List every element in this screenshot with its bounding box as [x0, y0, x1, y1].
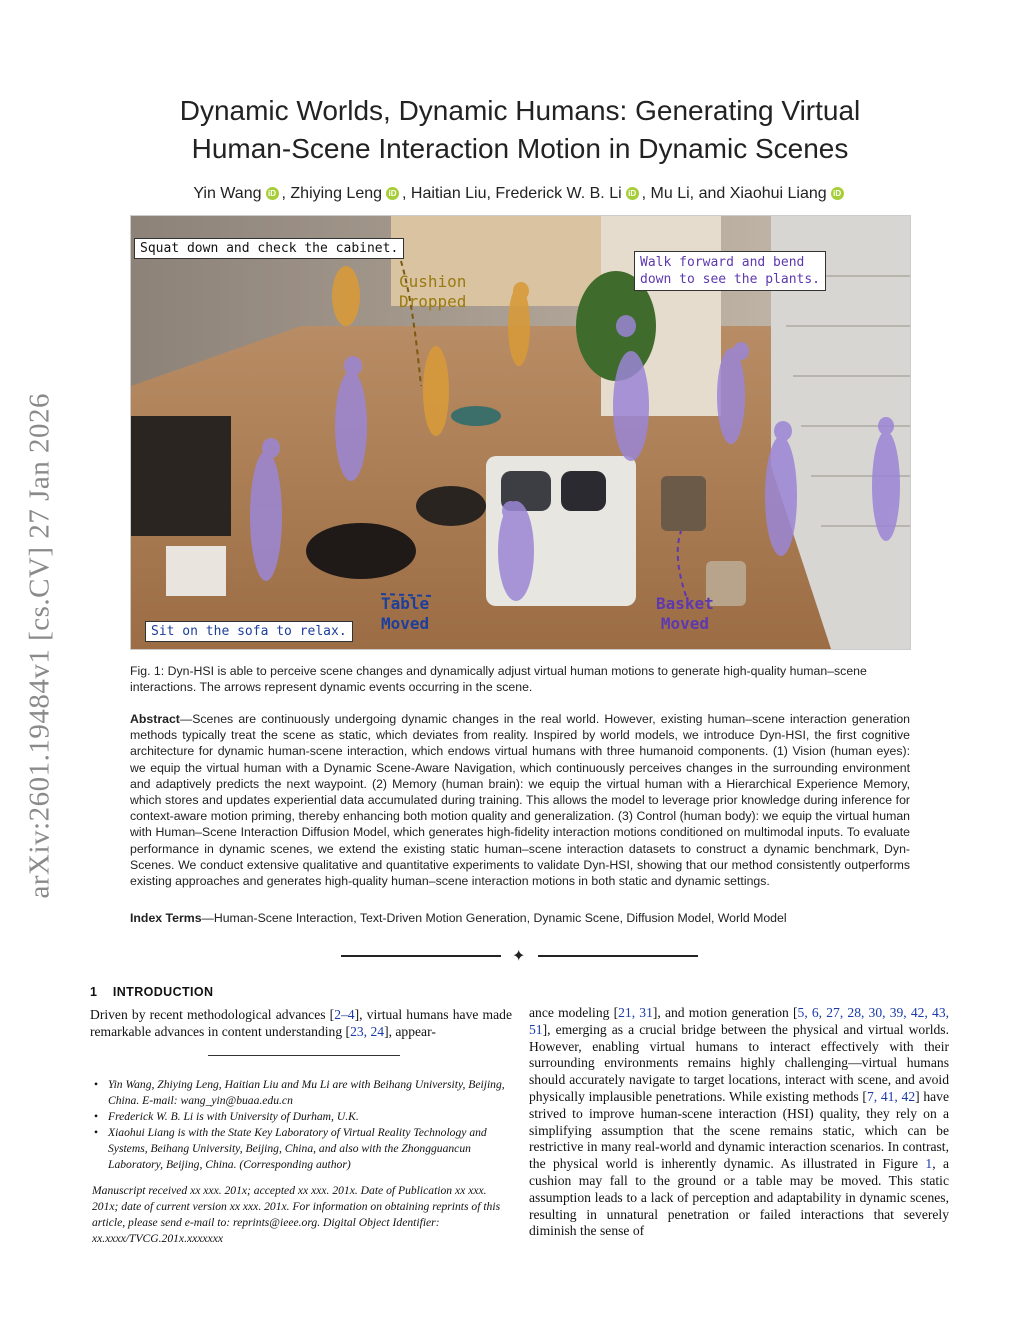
title-line-2: Human-Scene Interaction Motion in Dynamic Scenes [191, 133, 849, 164]
citation-link[interactable]: 21, 31 [618, 1005, 653, 1020]
figure-link[interactable]: 1 [925, 1156, 933, 1172]
divider-left [341, 955, 501, 957]
intro-right-column [529, 1005, 949, 1240]
paper-title [130, 92, 910, 168]
author-2: Zhiying Leng [290, 185, 383, 202]
section-heading [90, 985, 214, 999]
orcid-icon[interactable]: iD [626, 187, 639, 200]
abstract-label: Abstract [130, 712, 180, 726]
orcid-icon[interactable]: iD [386, 187, 399, 200]
tag-table-line-1: Table [381, 594, 430, 613]
tag-table [381, 594, 429, 634]
callout-walk-line-2: down to see the plants. [640, 272, 821, 287]
tag-cushion-line-2: Dropped [399, 292, 467, 311]
tag-cushion [399, 272, 466, 312]
author-3: Haitian Liu, Frederick W. B. Li [410, 185, 622, 202]
text-run: ], virtual humans have made remarkable advances in content understanding [ [90, 1007, 512, 1039]
orcid-icon[interactable]: iD [266, 187, 279, 200]
intro-left-column [90, 1007, 512, 1041]
citation-link[interactable]: 23, 24 [350, 1023, 385, 1039]
abstract [130, 711, 910, 889]
author-1: Yin Wang [193, 185, 262, 202]
tag-basket-line-1: Basket [656, 594, 714, 613]
text-run: ance modeling [ [529, 1005, 619, 1020]
arxiv-stamp: arXiv:2601.19484v1 [cs.CV] 27 Jan 2026 [23, 392, 56, 899]
divider-right [538, 955, 698, 957]
citation-link[interactable]: 2–4 [334, 1007, 355, 1022]
text-run: ] have strived to improve human-scene interaction (HSI) quality, they rely on a simplifying assumption that the scene remains static, which can be restrictive in many real-world and dynamic interaction scenarios. In contrast, the physical world is inherently dynamic. As illustrated in Figure [529, 1088, 950, 1172]
callout-sit: Sit on the sofa to relax. [145, 621, 353, 642]
text-run: ], emerging as a crucial bridge between the physical and virtual worlds. However, enabling virtual humans to interact effectively with their surrounding environments remains highly challenging—virtual humans should accurately navigate to target locations, interact with scene, and avoid physically implausible penetrations. While existing methods [ [529, 1021, 949, 1104]
text-run: Driven by recent methodological advances [ [90, 1007, 335, 1022]
tag-basket [656, 594, 714, 634]
tag-table-line-2: Moved [381, 614, 430, 633]
section-number: 1 [90, 985, 98, 999]
section-title: INTRODUCTION [112, 985, 214, 999]
citation-link[interactable]: 5, 6, 27, 28, 30, 39, 42, 43, 51 [529, 1005, 950, 1037]
index-terms-text: —Human-Scene Interaction, Text-Driven Motion Generation, Dynamic Scene, Diffusion Model, World Model [201, 911, 787, 925]
manuscript-note: Manuscript received xx xxx. 201x; accepted xx xxx. 201x. Date of Publication xx xxx. 201x; date of current version xx xxx. 201x. For information on obtaining reprints of this article, please send e-mail to: reprints@ieee.org. Digital Object Identifier: xx.xxxx/TVCG.201x.xxxxxxx [92, 1184, 501, 1245]
citation-link[interactable]: 7, 41, 42 [866, 1088, 916, 1104]
callout-squat: Squat down and check the cabinet. [134, 238, 404, 259]
index-terms [130, 910, 910, 926]
text-run: , a cushion may fall to the ground or a table may be moved. This static assumption leads to a lack of perception and adaptability in dynamic scenes, resulting in unnatural penetration or failed interactions that severely diminish the sense of [529, 1156, 949, 1239]
teaser-figure [130, 215, 911, 650]
divider-ornament-icon: ✦ [512, 946, 526, 965]
figure-caption: Fig. 1: Dyn-HSI is able to perceive scene changes and dynamically adjust virtual human motions to generate high-quality human–scene interactions. The arrows represent dynamic events occurring in the scene. [130, 664, 867, 694]
tag-cushion-line-1: Cushion [399, 272, 467, 291]
footnote-item: • Yin Wang, Zhiying Leng, Haitian Liu and Mu Li are with Beihang University, Beijing, China. E-mail: wang_yin@buaa.edu.cn [108, 1077, 512, 1109]
orcid-icon[interactable]: iD [831, 187, 844, 200]
author-4: Mu Li, and Xiaohui Liang [650, 185, 827, 202]
title-line-1: Dynamic Worlds, Dynamic Humans: Generating Virtual [179, 95, 861, 126]
callout-walk-line-1: Walk forward and bend [640, 255, 805, 270]
footnote-item: • Xiaohui Liang is with the State Key Laboratory of Virtual Reality Technology and Systems, Beihang University, Beijing, China, and also with the Zhongguancun Laboratory, Beijing, China. (Corresponding author) [108, 1125, 512, 1173]
text-run: ], appear- [384, 1023, 436, 1039]
abstract-text: —Scenes are continuously undergoing dynamic changes in the real world. However, existing human–scene interaction generation methods typically treat the scene as static, which deviates from reality. Inspired by world models, we introduce Dyn-HSI, the first cognitive architecture for dynamic human-scene interaction, which endows virtual humans with three humanoid components. (1) Vision (human eyes): we equip the virtual human with a Dynamic Scene-Aware Navigation, which continuously perceives changes in the surrounding environment and adaptively predicts the next waypoint. (2) Memory (human brain): we equip the virtual human with a Hierarchical Experience Memory, which stores and updates experiential data accumulated during training. This allows the model to leverage prior knowledge during inference for context-aware motion priming, thereby enhancing both motion quality and generalization. (3) Control (human body): we equip the virtual human with Human–Scene Interaction Diffusion Model, which generates high-fidelity interaction motions conditioned on multimodal inputs. To evaluate performance in dynamic scenes, we extend the existing static human–scene interaction datasets to construct a dynamic benchmark, Dyn-Scenes. We conduct extensive qualitative and quantitative experiments to validate Dyn-HSI, showing that our method consistently outperforms existing approaches and generates high-quality human–scene interaction motions in both static and dynamic settings. [130, 712, 910, 889]
index-terms-label: Index Terms [130, 911, 202, 925]
callout-walk [634, 251, 826, 291]
affiliation-footnotes [92, 1077, 512, 1173]
text-run: ], and motion generation [ [652, 1005, 798, 1020]
footnote-item: • Frederick W. B. Li is with University of Durham, U.K. [108, 1109, 512, 1125]
footnote-rule [208, 1055, 400, 1056]
tag-basket-line-2: Moved [660, 614, 709, 633]
author-list: Yin Wang iD , Zhiying Leng iD , Haitian Liu, Frederick W. B. Li iD , Mu Li, and Xiaohui Liang iD [130, 185, 910, 203]
